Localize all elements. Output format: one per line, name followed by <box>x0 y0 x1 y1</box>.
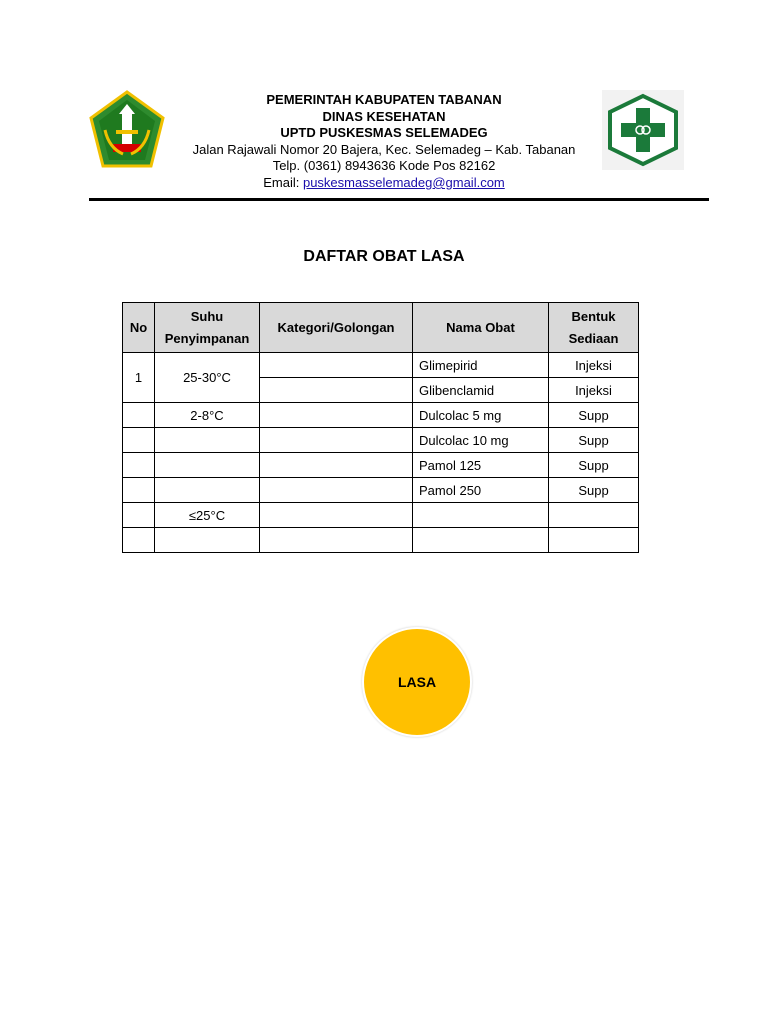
header-nama-obat: Nama Obat <box>413 303 549 353</box>
cell-suhu: 25-30°C <box>155 353 260 403</box>
phone: Telp. (0361) 8943636 Kode Pos 82162 <box>272 158 496 174</box>
table-header-row <box>123 303 639 353</box>
email-line <box>170 175 598 192</box>
government-name: PEMERINTAH KABUPATEN TABANAN <box>266 92 502 107</box>
institution-name: UPTD PUSKESMAS SELEMADEG <box>280 125 488 141</box>
cell-no: 1 <box>123 353 155 403</box>
cell-no <box>123 453 155 478</box>
cell-kategori <box>260 403 413 428</box>
document-title: DAFTAR OBAT LASA <box>303 248 465 265</box>
address: Jalan Rajawali Nomor 20 Bajera, Kec. Selemadeg – Kab. Tabanan <box>192 141 576 157</box>
cell-bentuk <box>549 503 639 528</box>
cell-nama-obat: Glibenclamid <box>413 378 549 403</box>
email-link[interactable]: puskesmasselemadeg@gmail.com <box>302 174 505 190</box>
cell-kategori <box>260 453 413 478</box>
header-suhu: Suhu Penyimpanan <box>155 303 260 353</box>
cell-nama-obat: Dulcolac 5 mg <box>413 403 549 428</box>
cell-suhu <box>155 453 260 478</box>
cell-no <box>123 478 155 503</box>
cell-bentuk <box>549 528 639 553</box>
department-name: DINAS KESEHATAN <box>322 108 446 124</box>
letterhead-divider <box>89 198 709 201</box>
cell-nama-obat <box>413 503 549 528</box>
letterhead <box>170 92 598 192</box>
header-no: No <box>123 303 155 353</box>
cell-nama-obat: Pamol 125 <box>413 453 549 478</box>
cell-kategori <box>260 528 413 553</box>
puskesmas-cross-emblem <box>602 90 684 170</box>
table-row <box>123 428 639 453</box>
table-row <box>123 478 639 503</box>
cell-nama-obat: Glimepirid <box>413 353 549 378</box>
cell-kategori <box>260 478 413 503</box>
table-row <box>123 403 639 428</box>
cell-suhu: ≤25°C <box>155 503 260 528</box>
table-row <box>123 528 639 553</box>
cell-kategori <box>260 378 413 403</box>
cell-kategori <box>260 428 413 453</box>
cell-suhu: 2-8°C <box>155 403 260 428</box>
header-bentuk: Bentuk Sediaan <box>549 303 639 353</box>
header-kategori: Kategori/Golongan <box>260 303 413 353</box>
cell-bentuk: Supp <box>549 453 639 478</box>
cell-no <box>123 428 155 453</box>
table-row <box>123 503 639 528</box>
lasa-badge-label: LASA <box>397 674 437 690</box>
cell-nama-obat: Dulcolac 10 mg <box>413 428 549 453</box>
table-row <box>123 453 639 478</box>
cell-nama-obat <box>413 528 549 553</box>
cell-suhu <box>155 528 260 553</box>
cell-kategori <box>260 353 413 378</box>
cell-bentuk: Supp <box>549 478 639 503</box>
cell-bentuk: Supp <box>549 403 639 428</box>
cell-suhu <box>155 478 260 503</box>
cell-bentuk: Injeksi <box>549 378 639 403</box>
cell-no <box>123 403 155 428</box>
cell-bentuk: Supp <box>549 428 639 453</box>
email-label: Email: <box>263 174 303 190</box>
cell-kategori <box>260 503 413 528</box>
cell-nama-obat: Pamol 250 <box>413 478 549 503</box>
cell-no <box>123 503 155 528</box>
cell-suhu <box>155 428 260 453</box>
tabanan-regency-emblem <box>89 90 165 170</box>
cell-bentuk: Injeksi <box>549 353 639 378</box>
cell-no <box>123 528 155 553</box>
table-row <box>123 353 639 378</box>
lasa-badge <box>362 627 472 737</box>
lasa-table <box>122 302 639 553</box>
